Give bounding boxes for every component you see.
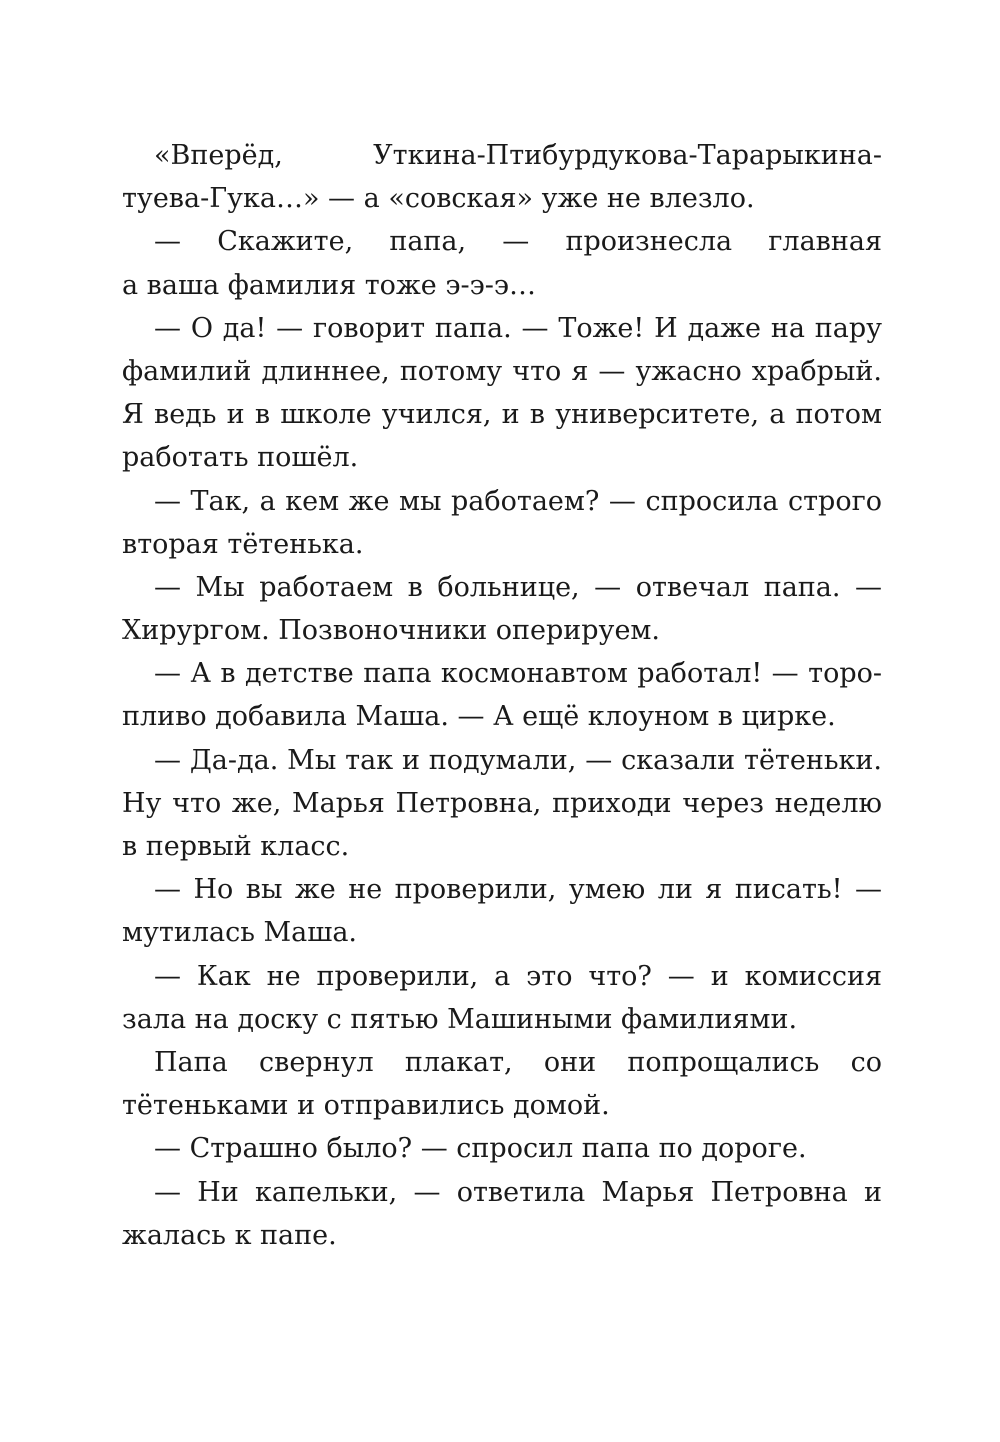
text-line: Я ведь и в школе учился, и в университете, а потом xyxy=(122,399,882,431)
text-line: — О да! — говорит папа. — Тоже! И даже на пару xyxy=(154,312,882,344)
text-line: — Так, а кем же мы работаем? — спросила строго xyxy=(154,485,882,517)
text-line: а ваша фамилия тоже э-э-э… xyxy=(122,269,536,301)
text-line: — Но вы же не проверили, умею ли я писать! — xyxy=(154,874,882,906)
text-line: жалась к папе. xyxy=(122,1219,337,1251)
text-line: зала на доску с пятью Машиными фамилиями. xyxy=(122,1003,798,1035)
text-line: Ну что же, Марья Петровна, приходи через неделю xyxy=(122,787,882,819)
text-line: туева-Гука…» — а «совская» уже не влезло. xyxy=(122,183,755,215)
body-text xyxy=(122,134,882,1257)
text-line: — Ни капельки, — ответила Марья Петровна и xyxy=(154,1176,882,1208)
text-line: вторая тётенька. xyxy=(122,528,364,560)
text-line: фамилий длиннее, потому что я — ужасно храбрый. xyxy=(122,355,882,387)
text-line: в первый класс. xyxy=(122,831,350,862)
text-line: работать пошёл. xyxy=(122,442,359,474)
text-line: «Вперёд, Уткина-Птибурдукова-Тарарыкина- xyxy=(154,140,882,171)
text-line: — А в детстве папа космонавтом работал! — торо- xyxy=(154,658,882,690)
text-line: Папа свернул плакат, они попрощались со xyxy=(154,1046,882,1078)
text-line: Хирургом. Позвоночники оперируем. xyxy=(122,615,661,647)
text-line: тётеньками и отправились домой. xyxy=(122,1090,610,1122)
text-line: — Скажите, папа, — произнесла главная xyxy=(154,226,882,258)
text-line: — Страшно было? — спросил папа по дороге. xyxy=(154,1133,807,1165)
text-line: — Как не проверили, а это что? — и комиссия xyxy=(154,960,882,992)
text-line: пливо добавила Маша. — А ещё клоуном в цирке. xyxy=(122,701,836,733)
text-line: — Да-да. Мы так и подумали, — сказали тётеньки. xyxy=(154,744,882,776)
text-line: — Мы работаем в больнице, — отвечал папа. — xyxy=(154,571,882,603)
text-line: мутилась Маша. xyxy=(122,917,357,949)
